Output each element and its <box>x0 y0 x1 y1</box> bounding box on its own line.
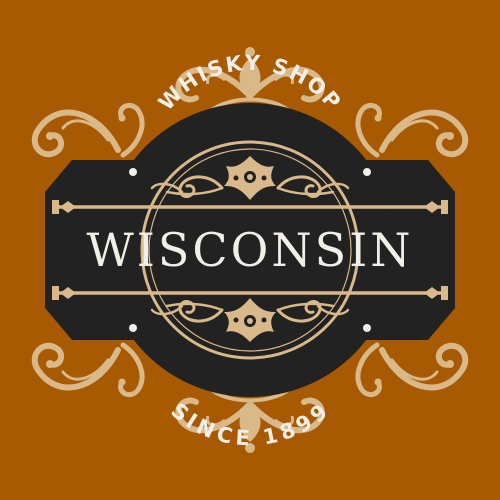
badge-bottom-text: SINCE 1899 <box>166 398 334 451</box>
corner-flourish-bottom-left <box>35 345 142 395</box>
badge-top-text: WHISKY SHOP <box>153 50 347 116</box>
dot-ornament-left-top <box>129 168 137 176</box>
dot-ornament-right-top <box>363 168 371 176</box>
dot-ornament-left-bottom <box>129 324 137 332</box>
corner-flourish-top-left <box>35 105 142 155</box>
corner-flourish-bottom-right <box>358 345 465 395</box>
corner-flourish-top-right <box>358 105 465 155</box>
badge-main-text: WISCONSIN <box>86 223 414 277</box>
dot-ornament-right-bottom <box>363 324 371 332</box>
